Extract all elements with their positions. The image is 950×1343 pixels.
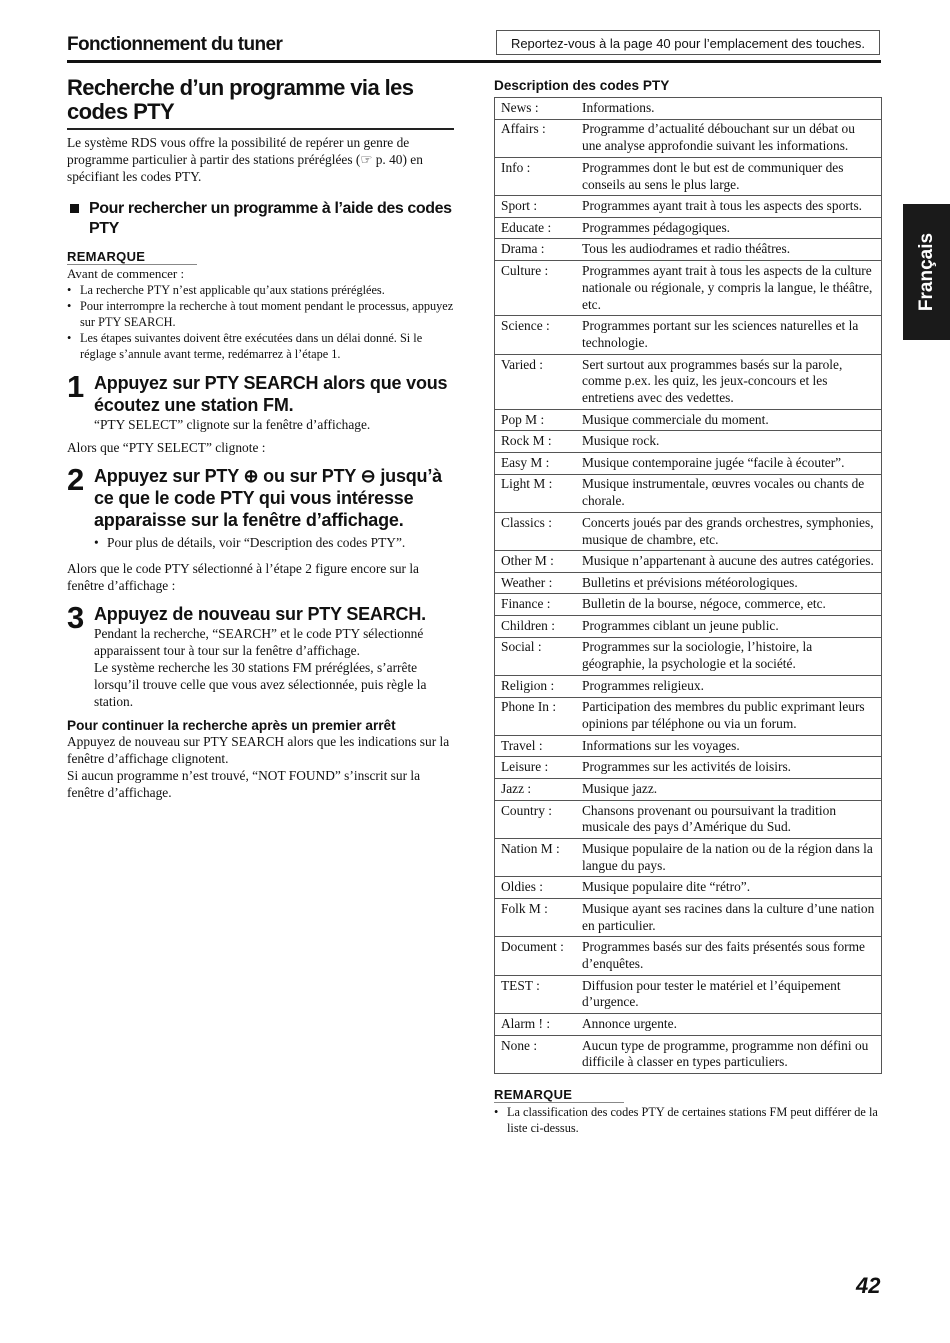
pty-code-cell: Jazz : bbox=[495, 779, 577, 801]
table-row bbox=[495, 119, 882, 157]
pty-description-cell: Programme d’actualité débouchant sur un débat ou une analyse approfondie suivant les informations. bbox=[576, 119, 882, 157]
remark-bottom bbox=[494, 1086, 882, 1136]
pty-code-cell: News : bbox=[495, 98, 577, 120]
pty-description-cell: Annonce urgente. bbox=[576, 1014, 882, 1036]
step-number: 2 bbox=[67, 462, 85, 497]
remark-title: REMARQUE bbox=[67, 249, 197, 265]
step-title: Appuyez sur PTY SEARCH alors que vous écoutez une station FM. bbox=[94, 373, 448, 415]
table-row bbox=[495, 551, 882, 573]
pty-description-cell: Informations sur les voyages. bbox=[576, 735, 882, 757]
pty-code-cell: Country : bbox=[495, 800, 577, 838]
pty-code-cell: Leisure : bbox=[495, 757, 577, 779]
step-1 bbox=[67, 369, 454, 433]
table-row bbox=[495, 98, 882, 120]
table-row bbox=[495, 877, 882, 899]
table-row bbox=[495, 757, 882, 779]
pty-code-cell: None : bbox=[495, 1035, 577, 1073]
remark-list bbox=[494, 1104, 882, 1136]
table-row bbox=[495, 512, 882, 550]
page-number: 42 bbox=[856, 1273, 881, 1298]
pty-code-cell: Nation M : bbox=[495, 839, 577, 877]
pty-code-cell: Science : bbox=[495, 316, 577, 354]
pty-description-cell: Programmes ayant trait à tous les aspects des sports. bbox=[576, 196, 882, 218]
pty-code-cell: Oldies : bbox=[495, 877, 577, 899]
table-row bbox=[495, 217, 882, 239]
pty-description-cell: Programmes religieux. bbox=[576, 675, 882, 697]
pty-code-cell: Religion : bbox=[495, 675, 577, 697]
right-column bbox=[494, 78, 882, 1136]
pty-description-cell: Musique commerciale du moment. bbox=[576, 409, 882, 431]
pty-description-cell: Informations. bbox=[576, 98, 882, 120]
table-row bbox=[495, 735, 882, 757]
table-row bbox=[495, 975, 882, 1013]
pty-description-cell: Programmes portant sur les sciences naturelles et la technologie. bbox=[576, 316, 882, 354]
step-title: Appuyez de nouveau sur PTY SEARCH. bbox=[94, 604, 426, 624]
continue-paragraph: Appuyez de nouveau sur PTY SEARCH alors que les indications sur la fenêtre d’affichage clignotent. bbox=[67, 734, 450, 766]
pty-description-cell: Aucun type de programme, programme non défini ou difficile à classer en types particuliers. bbox=[576, 1035, 882, 1073]
pty-description-cell: Musique n’appartenant à aucune des autres catégories. bbox=[576, 551, 882, 573]
table-row bbox=[495, 316, 882, 354]
pty-code-cell: Folk M : bbox=[495, 898, 577, 936]
section-title: Fonctionnement du tuner bbox=[67, 34, 283, 55]
pty-code-cell: Weather : bbox=[495, 572, 577, 594]
pty-code-cell: Alarm ! : bbox=[495, 1014, 577, 1036]
pty-description-cell: Participation des membres du public exprimant leurs opinions par téléphone ou via un forum. bbox=[576, 697, 882, 735]
step-2 bbox=[67, 462, 454, 551]
pty-description-cell: Musique rock. bbox=[576, 431, 882, 453]
table-row bbox=[495, 898, 882, 936]
table-row bbox=[495, 157, 882, 195]
remark-item: • La classification des codes PTY de certaines stations FM peut différer de la liste ci-dessus. bbox=[494, 1104, 882, 1136]
sub-heading-text: Pour rechercher un programme à l’aide des codes PTY bbox=[89, 200, 452, 237]
pty-code-cell: Easy M : bbox=[495, 452, 577, 474]
table-row bbox=[495, 594, 882, 616]
pty-code-cell: Social : bbox=[495, 637, 577, 675]
pty-code-cell: Pop M : bbox=[495, 409, 577, 431]
continue-heading: Pour continuer la recherche après un premier arrêt bbox=[67, 718, 396, 733]
remark-item: • Pour interrompre la recherche à tout moment pendant le processus, appuyez sur PTY SEARCH. bbox=[67, 298, 454, 330]
remark-item: • La recherche PTY n’est applicable qu’aux stations préréglées. bbox=[67, 282, 454, 298]
square-bullet-icon bbox=[70, 204, 79, 213]
step-transition: Alors que le code PTY sélectionné à l’étape 2 figure encore sur la fenêtre d’affichage : bbox=[67, 561, 419, 593]
pty-code-cell: Educate : bbox=[495, 217, 577, 239]
table-row bbox=[495, 1014, 882, 1036]
table-row bbox=[495, 409, 882, 431]
step-number: 3 bbox=[67, 600, 85, 635]
table-title: Description des codes PTY bbox=[494, 78, 670, 93]
pty-description-cell: Programmes dont le but est de communiquer des conseils au sens le plus large. bbox=[576, 157, 882, 195]
pty-code-cell: Affairs : bbox=[495, 119, 577, 157]
table-row bbox=[495, 196, 882, 218]
table-row bbox=[495, 354, 882, 409]
header-rule bbox=[67, 60, 881, 63]
table-row bbox=[495, 616, 882, 638]
pty-code-cell: Children : bbox=[495, 616, 577, 638]
table-row bbox=[495, 572, 882, 594]
page-title: Recherche d’un programme via les codes PTY bbox=[67, 76, 454, 130]
language-tab-label: Français bbox=[915, 232, 937, 312]
remark-lead: Avant de commencer : bbox=[67, 266, 185, 281]
table-row bbox=[495, 1035, 882, 1073]
continue-paragraph: Si aucun programme n’est trouvé, “NOT FOUND” s’inscrit sur la fenêtre d’affichage. bbox=[67, 768, 421, 800]
pty-code-cell: Drama : bbox=[495, 239, 577, 261]
pty-code-cell: Rock M : bbox=[495, 431, 577, 453]
pty-description-cell: Sert surtout aux programmes basés sur la parole, comme p.ex. les quiz, les jeux-concours et les entretiens avec des vedettes. bbox=[576, 354, 882, 409]
pty-code-table bbox=[494, 97, 882, 1074]
remark-list bbox=[67, 282, 454, 362]
sub-heading bbox=[67, 199, 454, 239]
table-row bbox=[495, 261, 882, 316]
table-row bbox=[495, 675, 882, 697]
step-body: “PTY SELECT” clignote sur la fenêtre d’affichage. bbox=[94, 417, 371, 432]
left-column bbox=[67, 76, 454, 801]
intro-paragraph: Le système RDS vous offre la possibilité de repérer un genre de programme particulier à partir des stations préréglées (☞ p. 40) en spécifiant les codes PTY. bbox=[67, 135, 423, 184]
table-row bbox=[495, 779, 882, 801]
pty-code-cell: Classics : bbox=[495, 512, 577, 550]
pty-code-cell: Document : bbox=[495, 937, 577, 975]
pty-description-cell: Programmes ayant trait à tous les aspects de la culture nationale ou régionale, y compris la langue, le théâtre, etc. bbox=[576, 261, 882, 316]
pty-code-cell: Travel : bbox=[495, 735, 577, 757]
pty-description-cell: Programmes ciblant un jeune public. bbox=[576, 616, 882, 638]
table-row bbox=[495, 839, 882, 877]
reference-note: Reportez-vous à la page 40 pour l’emplacement des touches. bbox=[496, 30, 880, 55]
table-row bbox=[495, 800, 882, 838]
remark-item: • Les étapes suivantes doivent être exécutées dans un délai donné. Si le réglage s’annule avant terme, redémarrez à l’étape 1. bbox=[67, 330, 454, 362]
pty-description-cell: Musique populaire dite “rétro”. bbox=[576, 877, 882, 899]
step-number: 1 bbox=[67, 369, 85, 404]
pty-description-cell: Concerts joués par des grands orchestres, symphonies, musique de chambre, etc. bbox=[576, 512, 882, 550]
pty-code-cell: Sport : bbox=[495, 196, 577, 218]
pty-description-cell: Chansons provenant ou poursuivant la tradition musicale des pays d’Amérique du Sud. bbox=[576, 800, 882, 838]
step-3 bbox=[67, 600, 454, 710]
pty-code-cell: Finance : bbox=[495, 594, 577, 616]
pty-description-cell: Musique ayant ses racines dans la culture d’une nation en particulier. bbox=[576, 898, 882, 936]
pty-code-cell: Other M : bbox=[495, 551, 577, 573]
step-bullet: • Pour plus de détails, voir “Description des codes PTY”. bbox=[94, 534, 454, 551]
step-body: Le système recherche les 30 stations FM préréglées, s’arrête lorsqu’il trouve celle que vous avez sélectionnée, puis règle la station. bbox=[94, 660, 427, 709]
step-body: Pendant la recherche, “SEARCH” et le code PTY sélectionné apparaissent tour à tour sur la fenêtre d’affichage. bbox=[94, 626, 424, 658]
pty-description-cell: Diffusion pour tester le matériel et l’équipement d’urgence. bbox=[576, 975, 882, 1013]
language-tab bbox=[903, 204, 950, 340]
pty-code-cell: Varied : bbox=[495, 354, 577, 409]
pty-code-cell: Culture : bbox=[495, 261, 577, 316]
pty-code-cell: TEST : bbox=[495, 975, 577, 1013]
step-title: Appuyez sur PTY ⊕ ou sur PTY ⊖ jusqu’à ce que le code PTY qui vous intéresse apparaisse sur la fenêtre d’affichage. bbox=[94, 466, 442, 530]
pty-code-cell: Info : bbox=[495, 157, 577, 195]
table-row bbox=[495, 937, 882, 975]
pty-code-cell: Light M : bbox=[495, 474, 577, 512]
step-transition: Alors que “PTY SELECT” clignote : bbox=[67, 440, 266, 455]
pty-description-cell: Musique instrumentale, œuvres vocales ou chants de chorale. bbox=[576, 474, 882, 512]
pty-description-cell: Tous les audiodrames et radio théâtres. bbox=[576, 239, 882, 261]
pty-description-cell: Bulletins et prévisions météorologiques. bbox=[576, 572, 882, 594]
pty-description-cell: Musique jazz. bbox=[576, 779, 882, 801]
pty-description-cell: Programmes sur la sociologie, l’histoire, la géographie, la psychologie et la société. bbox=[576, 637, 882, 675]
table-row bbox=[495, 239, 882, 261]
table-row bbox=[495, 697, 882, 735]
pty-description-cell: Programmes basés sur des faits présentés sous forme d’enquêtes. bbox=[576, 937, 882, 975]
pty-description-cell: Musique populaire de la nation ou de la région dans la langue du pays. bbox=[576, 839, 882, 877]
table-row bbox=[495, 474, 882, 512]
pty-code-cell: Phone In : bbox=[495, 697, 577, 735]
pty-description-cell: Programmes sur les activités de loisirs. bbox=[576, 757, 882, 779]
remark-title: REMARQUE bbox=[494, 1087, 624, 1103]
pty-description-cell: Programmes pédagogiques. bbox=[576, 217, 882, 239]
pty-description-cell: Bulletin de la bourse, négoce, commerce, etc. bbox=[576, 594, 882, 616]
table-row bbox=[495, 452, 882, 474]
table-row bbox=[495, 431, 882, 453]
pty-description-cell: Musique contemporaine jugée “facile à écouter”. bbox=[576, 452, 882, 474]
table-row bbox=[495, 637, 882, 675]
